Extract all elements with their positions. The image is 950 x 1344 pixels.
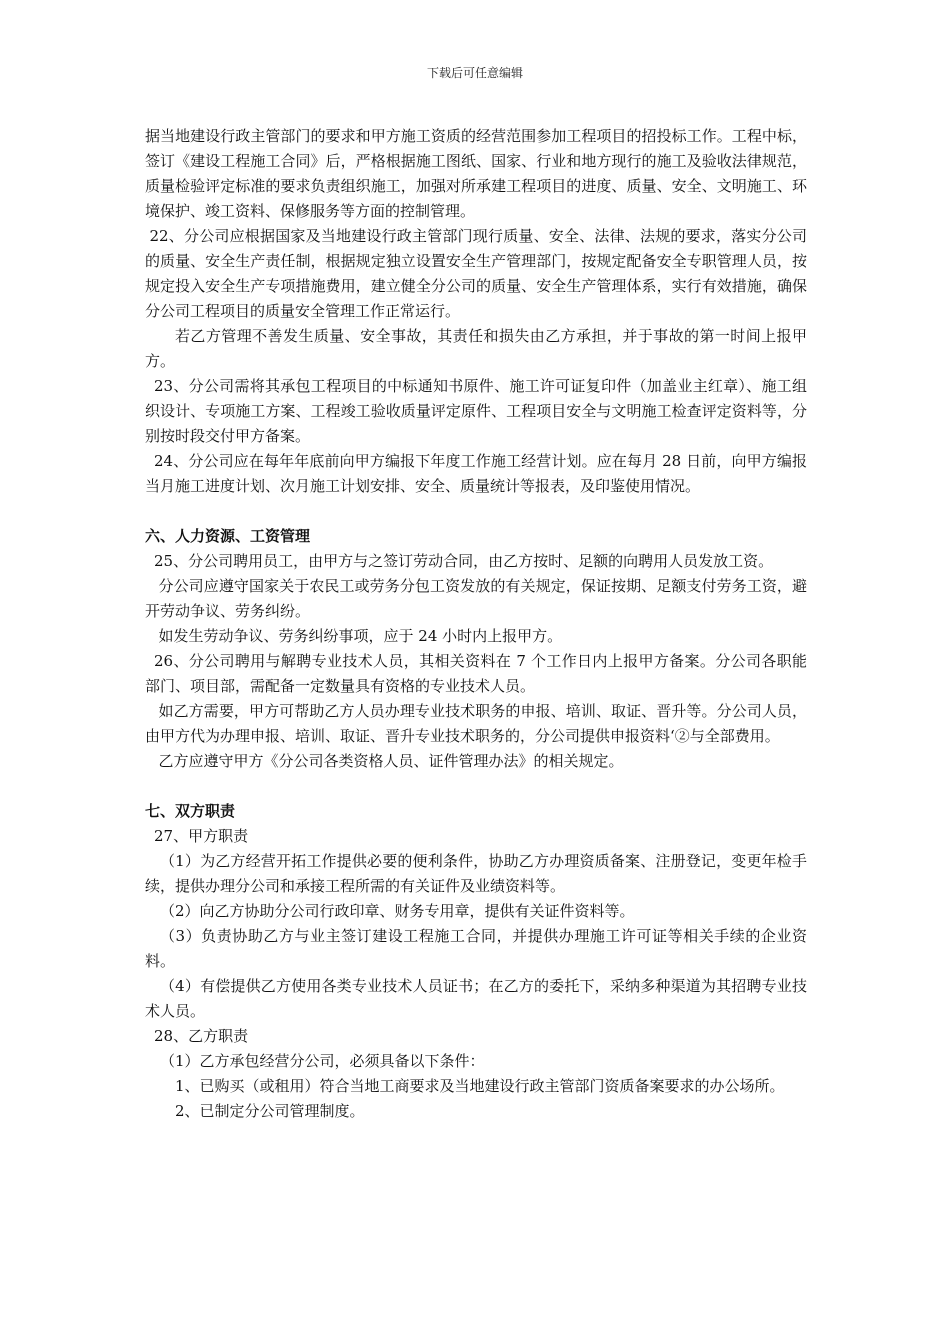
- paragraph: 24、分公司应在每年年底前向甲方编报下年度工作施工经营计划。应在每月 28 日前，向甲方编报当月施工进度计划、次月施工计划安排、安全、质量统计等报表，及印鉴使用情况。: [145, 452, 807, 495]
- paragraph: 28、乙方职责: [154, 1027, 249, 1045]
- paragraph-gap: [145, 499, 807, 524]
- paragraph: 23、分公司需将其承包工程项目的中标通知书原件、施工许可证复印件（加盖业主红章）、施工组织设计、专项施工方案、工程竣工验收质量评定原件、工程项目安全与文明施工检查评定资料等，分别按时段交付甲方备案。: [145, 377, 807, 445]
- section-heading: 七、双方职责: [145, 802, 236, 820]
- paragraph: 据当地建设行政主管部门的要求和甲方施工资质的经营范围参加工程项目的招投标工作。工程中标，签订《建设工程施工合同》后，严格根据施工图纸、国家、行业和地方现行的施工及验收法律规范，质量检验评定标准的要求负责组织施工，加强对所承建工程项目的进度、质量、安全、文明施工、环境保护、竣工资料、保修服务等方面的控制管理。: [145, 127, 807, 220]
- paragraph: （2）向乙方协助分公司行政印章、财务专用章，提供有关证件资料等。: [160, 902, 635, 920]
- paragraph: （3）负责协助乙方与业主签订建设工程施工合同，并提供办理施工许可证等相关手续的企业资料。: [145, 927, 807, 970]
- paragraph: 如发生劳动争议、劳务纠纷事项，应于 24 小时内上报甲方。: [158, 627, 563, 645]
- page-header: 下载后可任意编辑: [426, 66, 523, 80]
- paragraph: （4）有偿提供乙方使用各类专业技术人员证书；在乙方的委托下，采纳多种渠道为其招聘专业技术人员。: [145, 977, 807, 1020]
- paragraph: （1）乙方承包经营分公司，必须具备以下条件：: [160, 1052, 485, 1070]
- paragraph: 2、已制定分公司管理制度。: [175, 1102, 365, 1120]
- section-heading: 六、人力资源、工资管理: [145, 527, 311, 545]
- paragraph: 乙方应遵守甲方《分公司各类资格人员、证件管理办法》的相关规定。: [158, 752, 624, 770]
- paragraph: 1、已购买（或租用）符合当地工商要求及当地建设行政主管部门资质备案要求的办公场所。: [175, 1077, 785, 1095]
- paragraph: 分公司应遵守国家关于农民工或劳务分包工资发放的有关规定，保证按期、足额支付劳务工资，避开劳动争议、劳务纠纷。: [145, 577, 807, 620]
- paragraph: （1）为乙方经营开拓工作提供必要的便利条件，协助乙方办理资质备案、注册登记，变更年检手续，提供办理分公司和承接工程所需的有关证件及业绩资料等。: [145, 852, 807, 895]
- paragraph: 22、分公司应根据国家及当地建设行政主管部门现行质量、安全、法律、法规的要求，落实分公司的质量、安全生产责任制，根据规定独立设置安全生产管理部门，按规定配备安全专职管理人员，按规定投入安全生产专项措施费用，建立健全分公司的质量、安全生产管理体系，实行有效措施，确保分公司工程项目的质量安全管理工作正常运行。: [145, 227, 807, 320]
- paragraph-gap: [145, 774, 807, 799]
- document-body: [145, 124, 807, 1124]
- paragraph: 25、分公司聘用员工，由甲方与之签订劳动合同，由乙方按时、足额的向聘用人员发放工资。: [154, 552, 774, 570]
- paragraph: 27、甲方职责: [154, 827, 249, 845]
- paragraph: 若乙方管理不善发生质量、安全事故，其责任和损失由乙方承担，并于事故的第一时间上报甲方。: [145, 327, 807, 370]
- paragraph: 如乙方需要，甲方可帮助乙方人员办理专业技术职务的申报、培训、取证、晋升等。分公司人员，由甲方代为办理申报、培训、取证、晋升专业技术职务的，分公司提供申报资料‘②与全部费用。: [145, 702, 807, 745]
- paragraph: 26、分公司聘用与解聘专业技术人员，其相关资料在 7 个工作日内上报甲方备案。分公司各职能部门、项目部，需配备一定数量具有资格的专业技术人员。: [145, 652, 807, 695]
